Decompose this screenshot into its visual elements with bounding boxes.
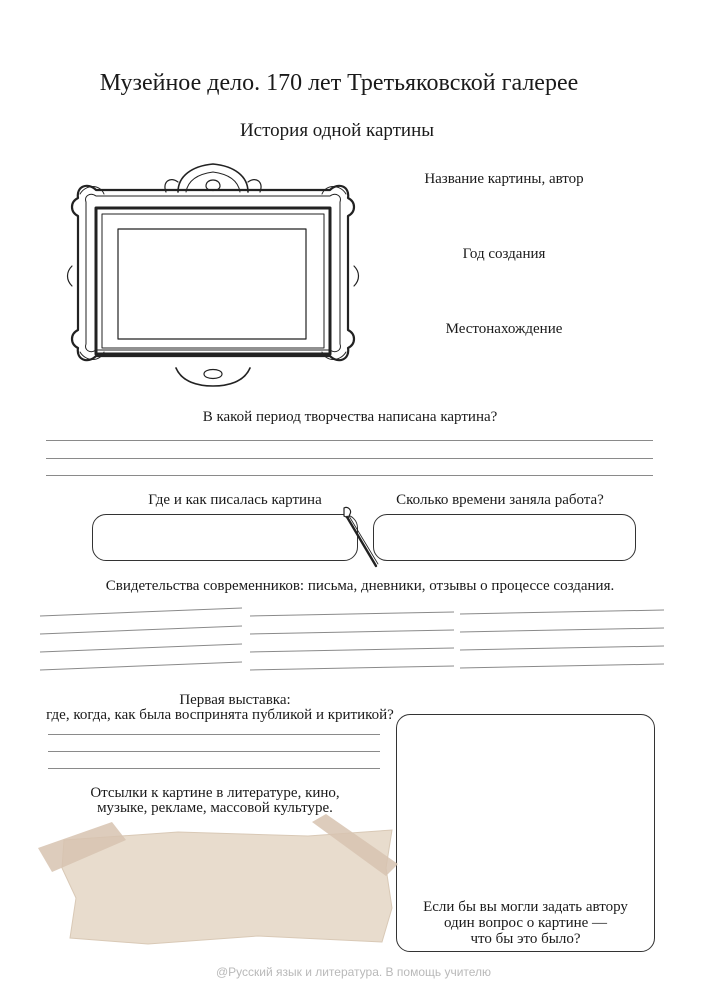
testimony-lines[interactable] [36, 602, 668, 674]
question-exhibition-title: Первая выставка: [179, 692, 291, 708]
page-subtitle: История одной картины [239, 120, 435, 141]
question-period: В какой период творчества написана картина? [202, 409, 498, 425]
tape-left-icon [34, 818, 130, 876]
answer-line[interactable] [48, 751, 380, 752]
picture-frame-icon [66, 156, 360, 390]
field-year: Год создания [462, 246, 546, 262]
answer-box-where-how[interactable] [92, 514, 358, 561]
question-testimonies: Свидетельства современников: письма, дневники, отзывы о процессе создания. [105, 578, 615, 594]
paintbrush-icon [336, 504, 386, 570]
answer-line[interactable] [46, 475, 653, 476]
question-where-how: Где и как писалась картина [148, 492, 322, 508]
field-title-author: Название картины, автор [424, 171, 584, 187]
answer-box-question-to-author[interactable] [396, 714, 655, 952]
answer-line[interactable] [46, 458, 653, 459]
answer-line[interactable] [48, 734, 380, 735]
field-location: Местонахождение [445, 321, 563, 337]
question-references-1: Отсылки к картине в литературе, кино, [90, 785, 340, 801]
answer-box-duration[interactable] [373, 514, 636, 561]
tape-right-icon [306, 812, 402, 878]
answer-line[interactable] [48, 768, 380, 769]
ask-line-1: Если бы вы могли задать автору [423, 899, 628, 915]
ask-line-2: один вопрос о картине — [443, 915, 608, 931]
footer-credit: @Русский язык и литература. В помощь учителю [215, 965, 492, 979]
answer-line[interactable] [46, 440, 653, 441]
question-references-2: музыке, рекламе, массовой культуре. [97, 800, 333, 816]
question-duration: Сколько времени заняла работа? [396, 492, 604, 508]
question-exhibition-detail: где, когда, как была воспринята публикой и критикой? [46, 707, 394, 723]
ask-line-3: что бы это было? [470, 931, 581, 947]
page-title: Музейное дело. 170 лет Третьяковской галерее [99, 70, 579, 96]
